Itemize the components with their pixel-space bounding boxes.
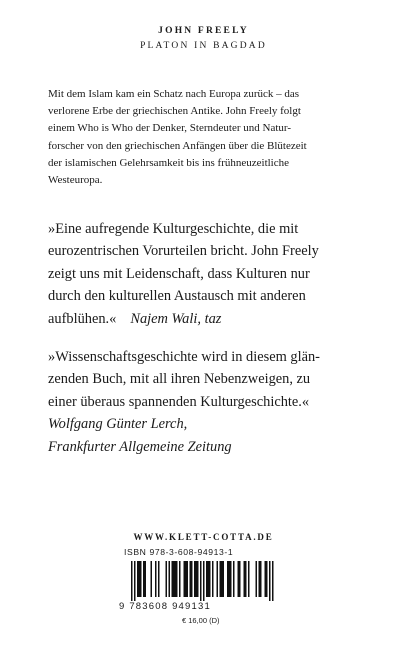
barcode-bar xyxy=(217,561,219,597)
barcode-bar xyxy=(212,561,214,597)
barcode-bar xyxy=(238,561,240,597)
barcode-bar xyxy=(265,561,267,597)
barcode-bar xyxy=(230,561,232,597)
barcode-bar xyxy=(227,561,229,597)
blurb-line: der islamischen Gelehrsamkeit bis ins frühneuzeitliche xyxy=(48,156,290,169)
barcode-bar xyxy=(266,561,268,597)
barcode-bar xyxy=(137,561,139,597)
barcode-bar xyxy=(245,561,247,597)
isbn-number: ISBN 978-3-608-94913-1 xyxy=(124,547,234,557)
barcode-bar xyxy=(139,561,141,597)
barcode-bar xyxy=(169,561,171,597)
barcode-bar xyxy=(233,561,235,597)
review-quote-1 xyxy=(48,218,378,330)
blurb-line: verlorene Erbe der griechischen Antike. John Freely folgt xyxy=(48,105,301,118)
blurb-line: Westeuropa. xyxy=(48,174,103,187)
barcode-bar xyxy=(239,561,241,597)
barcode-bar xyxy=(256,561,258,597)
barcode-bar xyxy=(173,561,175,597)
barcode-bar xyxy=(145,561,147,597)
barcode-bar xyxy=(208,561,210,597)
quote-source: Najem Wali, taz xyxy=(130,310,222,327)
quote-line-last xyxy=(48,308,378,330)
barcode-bar xyxy=(158,561,160,597)
barcode-bar xyxy=(200,561,202,601)
book-title: PLATON IN BAGDAD xyxy=(140,41,267,51)
book-header xyxy=(0,24,407,53)
quote-line: zenden Buch, mit all ihren Nebenzweigen, zu xyxy=(48,371,311,388)
author-name: JOHN FREELY xyxy=(158,26,249,36)
barcode-bar xyxy=(151,561,153,597)
barcode-bar xyxy=(185,561,187,597)
barcode-bar xyxy=(184,561,186,597)
barcode-bar xyxy=(140,561,142,597)
barcode-bar xyxy=(259,561,261,597)
quote-source: Wolfgang Günter Lerch, xyxy=(48,416,188,433)
barcode-bar xyxy=(221,561,223,597)
quote-line: »Eine aufregende Kulturgeschichte, die mit xyxy=(48,221,299,237)
quote-line: einer überaus spannenden Kulturgeschichte.« xyxy=(48,393,310,410)
price: € 16,00 (D) xyxy=(182,616,220,625)
quote-source-publication: Frankfurter Allgemeine Zeitung xyxy=(48,438,232,455)
barcode-bar xyxy=(191,561,193,597)
barcode-bar xyxy=(229,561,231,597)
barcode-bar xyxy=(209,561,211,597)
barcode-bar xyxy=(176,561,178,597)
quote-line: durch den kulturellen Austausch mit anderen xyxy=(48,288,306,305)
barcode-bar xyxy=(194,561,196,597)
barcode-bar xyxy=(155,561,157,597)
quote-line: eurozentrischen Vorurteilen bricht. John Freely xyxy=(48,243,319,260)
barcode-bar xyxy=(272,561,274,601)
barcode-bar xyxy=(131,561,133,601)
blurb-line: Mit dem Islam kam ein Schatz nach Europa zurück – das xyxy=(48,88,300,100)
barcode-bar xyxy=(172,561,174,597)
quote-line: »Wissenschaftsgeschichte wird in diesem glän- xyxy=(48,349,320,365)
barcode-bar xyxy=(179,561,181,597)
barcode-bar xyxy=(260,561,262,597)
barcode-bar xyxy=(166,561,168,597)
barcode-bar xyxy=(134,561,136,601)
barcode-bar xyxy=(203,561,205,601)
barcode-bar xyxy=(220,561,222,597)
barcode-bar xyxy=(187,561,189,597)
blurb-line: einem Who is Who der Denker, Sterndeuter und Natur- xyxy=(48,122,291,135)
review-quote-2 xyxy=(48,346,378,458)
blurb-text xyxy=(48,86,368,189)
barcode-bar xyxy=(244,561,246,597)
barcode-bar xyxy=(175,561,177,597)
barcode-bar xyxy=(196,561,198,597)
barcode-bar xyxy=(197,561,199,597)
barcode-bars xyxy=(119,561,287,601)
quote-line: zeigt uns mit Leidenschaft, dass Kulturen nur xyxy=(48,265,310,282)
barcode-bar xyxy=(269,561,271,601)
quote-ending: aufblühen.« xyxy=(48,310,117,327)
publisher-website: WWW.KLETT-COTTA.DE xyxy=(133,532,274,542)
blurb-line: forscher von den griechischen Anfängen über die Blütezeit xyxy=(48,139,307,152)
barcode-digits: 9 783608 949131 xyxy=(119,601,211,612)
barcode-bar xyxy=(206,561,208,597)
barcode-bar xyxy=(143,561,145,597)
barcode-bar xyxy=(248,561,250,597)
barcode-bar xyxy=(223,561,225,597)
barcode-bar xyxy=(190,561,192,597)
